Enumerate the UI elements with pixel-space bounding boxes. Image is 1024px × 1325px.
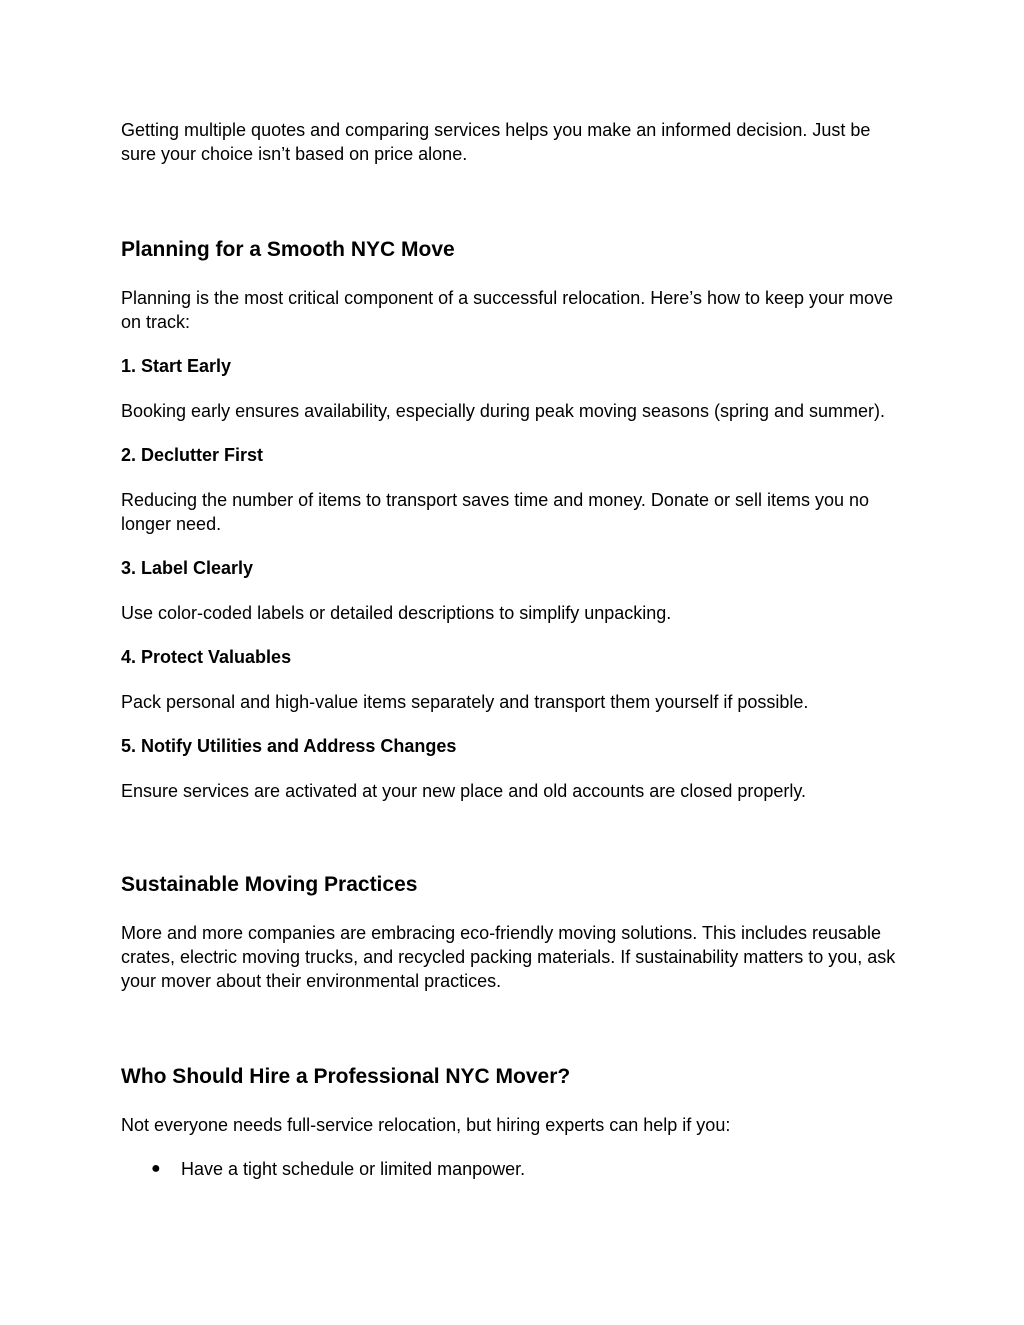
who-intro: Not everyone needs full-service relocation, but hiring experts can help if you: — [121, 1115, 731, 1135]
who-heading: Who Should Hire a Professional NYC Mover? — [121, 1065, 571, 1088]
bullet-icon: ● — [151, 1160, 161, 1177]
step-title: 1. Start Early — [121, 356, 232, 376]
step-title: 2. Declutter First — [121, 445, 264, 465]
step-title: 4. Protect Valuables — [121, 647, 292, 667]
intro-paragraph: Getting multiple quotes and comparing services helps you make an informed decision. Just be sure your choice isn’t based on price alone. — [121, 120, 871, 164]
step-text: Booking early ensures availability, especially during peak moving seasons (spring and summer). — [121, 401, 886, 421]
step-text: Reducing the number of items to transport saves time and money. Donate or sell items you no longer need. — [121, 490, 870, 534]
step-title: 5. Notify Utilities and Address Changes — [121, 736, 457, 756]
sustainable-heading: Sustainable Moving Practices — [121, 873, 418, 896]
sustainable-paragraph: More and more companies are embracing eco-friendly moving solutions. This includes reusable crates, electric moving trucks, and recycled packing materials. If sustainability matters to you, ask your mover about their environmental practices. — [121, 923, 896, 991]
planning-heading: Planning for a Smooth NYC Move — [121, 238, 455, 261]
step-text: Ensure services are activated at your new place and old accounts are closed properly. — [121, 781, 807, 801]
step-title: 3. Label Clearly — [121, 558, 254, 578]
planning-intro: Planning is the most critical component of a successful relocation. Here’s how to keep your move on track: — [121, 288, 894, 332]
step-text: Use color-coded labels or detailed descriptions to simplify unpacking. — [121, 603, 672, 623]
step-text: Pack personal and high-value items separately and transport them yourself if possible. — [121, 692, 809, 712]
list-item — [121, 1157, 903, 1181]
bullet-list — [121, 1157, 903, 1181]
list-item-text: Have a tight schedule or limited manpower. — [181, 1159, 526, 1179]
